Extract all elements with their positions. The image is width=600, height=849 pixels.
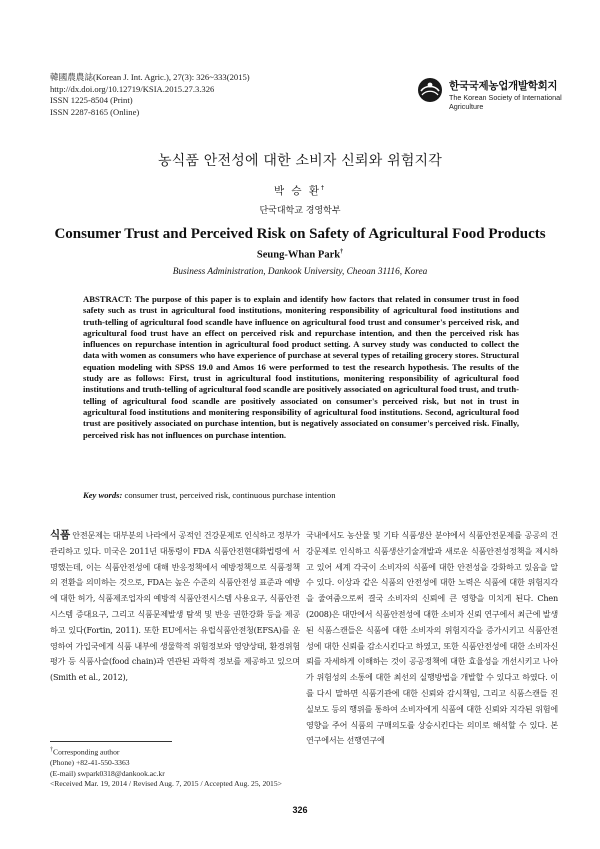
issn-print: ISSN 1225-8504 (Print): [50, 95, 133, 106]
keywords: [83, 490, 519, 500]
abstract-text: The purpose of this paper is to explain and identify how factors that related in consumer trust in food safety such as trust in agricultural food institutions, monitering responsibility of agricultural food institutions and truth-telling of agricultural food scandle have influence on agricultural food trust and consumer's perceived risk, and agricultural food trust have an effect on perceived risk and repurchase intention, and then the perceived risk has influences on repurchase intention in agricultural food product setting. A survey study was conducted to collect the data with women as consumers who have experience of purchase at several types of retailing grocery stores. Structural equation modeling with SPSS 19.0 and Amos 16 were performed to test the research hypothesis. The results of the study are as follows: First, trust in agricultural food institutions, monitering responsibility of agricultural food institutions and truth-telling of agricultural food scandle are positively associated on agricultural food trust, and truth-telling of agricultural food scandle are positively associated on consumer's perceived risk, but not in trust in agricultural food institutions and monitering responsibility of agricultural food institutions. Second, agricultural food trust are positively associated on purchase intention, but is negatively associated on consumer's perceived risk. Finally, perceived risk has not influences on purchase intention.: [83, 294, 519, 440]
abstract: [83, 294, 519, 441]
footnote-email[interactable]: (E-mail) swpark0318@dankook.ac.kr: [50, 768, 165, 778]
doi-link[interactable]: http://dx.doi.org/10.12719/KSIA.2015.27.3.326: [50, 83, 215, 94]
society-header: [417, 74, 567, 124]
issn-online: ISSN 2287-8165 (Online): [50, 106, 140, 117]
footnote: †Corresponding author (Phone) +82-41-550-3363 (E-mail) swpark0318@dankook.ac.kr <Received Mar. 19, 2014 / Revised Aug. 7, 2015 / Accepted Aug. 25, 2015>: [50, 745, 302, 790]
footnote-corresponding: Corresponding author: [53, 747, 120, 757]
english-author: Seung-Whan Park†: [256, 249, 344, 261]
korean-author: 박 승 환†: [273, 184, 327, 197]
keywords-text: consumer trust, perceived risk, continuous purchase intention: [124, 490, 336, 500]
author-mark: †: [321, 184, 327, 192]
lead-word: 식품: [50, 529, 70, 541]
abstract-label: ABSTRACT:: [83, 294, 133, 304]
society-korean-name: 한국국제농업개발학회지: [449, 80, 558, 92]
korean-affiliation: 단국대학교 경영학부: [259, 206, 341, 216]
body-column-left: [50, 528, 300, 713]
body-column-right: [306, 528, 558, 833]
page-number: 326: [292, 805, 308, 815]
journal-citation: 韓國農農誌(Korean J. Int. Agric.), 27(3): 326~333(2015): [50, 72, 250, 82]
english-affiliation: Business Administration, Dankook University, Cheoan 31116, Korea: [172, 267, 428, 277]
body-right-text: 국내에서도 농산물 및 기타 식품생산 분야에서 식품안전문제를 공공의 건강문제로 인식하고 식품생산기술개발과 새로운 식품안전성정책을 제시하고 있어 세계 각국이 소비자의 식품에 대한 안전성을 강화하고 있음을 알 수 있다. 이상과 같은 식품의 안전성에 대한 노력은 식품에 대한 위험지각을 줄여줌으로써 결국 소비자의 신뢰에 큰 영향을 미치게 된다. Chen (2008)은 대만에서 식품안전성에 대한 소비자 신뢰 연구에서 최근에 발생된 식품스캔들은 식품에 대한 소비자의 위험지각을 증가시키고 식품안전성에 대한 신뢰를 감소시킨다고 하였고, 또한 식품안전성에 대한 소비자신뢰를 자세하게 이해하는 것이 공공정책에 대한 효율성을 개선시키고 나아가 위험성의 소통에 대한 최선의 실행방법을 개발할 수 있다고 하였다. 이를 다시 말하면 식품기관에 대한 신뢰와 감시책임, 그리고 식품스캔들 진실보도 등의 행위를 통하여 소비자에게 식품에 대한 신뢰와 지각된 위험에 영향을 주어 식품의 구매의도를 상승시킨다는 의미로 해석할 수 있다. 본 연구에서는 선행연구에: [306, 530, 558, 746]
footnote-phone: (Phone) +82-41-550-3363: [50, 758, 130, 768]
korean-title: 농식품 안전성에 대한 소비자 신뢰와 위험지각: [157, 153, 442, 169]
society-english-name: The Korean Society of International Agriculture: [449, 93, 562, 111]
english-title: Consumer Trust and Perceived Risk on Safety of Agricultural Food Products: [54, 226, 546, 242]
keywords-label: Key words:: [83, 490, 123, 500]
author-mark: †: [340, 249, 344, 255]
footnote-divider: [50, 741, 172, 742]
footnote-dates: <Received Mar. 19, 2014 / Revised Aug. 7, 2015 / Accepted Aug. 25, 2015>: [50, 779, 282, 789]
journal-info: [50, 72, 250, 118]
society-logo-icon: [417, 77, 443, 103]
body-left-text: 안전문제는 대부분의 나라에서 공적인 건강문제로 인식하고 정부가 관리하고 있다. 미국은 2011년 대통령이 FDA 식품안전현대화법령에 서명했는데, 이는 식품안전성에 대해 반응정책에서 예방정책으로 식품정책의 전환을 의미하는 것으로, FDA는 높은 수준의 식품안전성 표준과 예방에 대한 허가, 식품제조업자의 예방적 식품안전시스템 사용요구, 식품안전시스템 증대요구, 그리고 식품문제발생 탐색 및 반응 권한강화 등을 제공하고 있다(Fortin, 2011). 또한 EU에서는 유럽식품안전청(EFSA)를 운영하여 가입국에게 식품 내부에 생물학적 위험정보와 영양상태, 환경위험평가 등 식품사슬(food chain)과 연관된 과학적 정보를 제공하고 있으며(Smith et al., 2012),: [50, 530, 300, 683]
